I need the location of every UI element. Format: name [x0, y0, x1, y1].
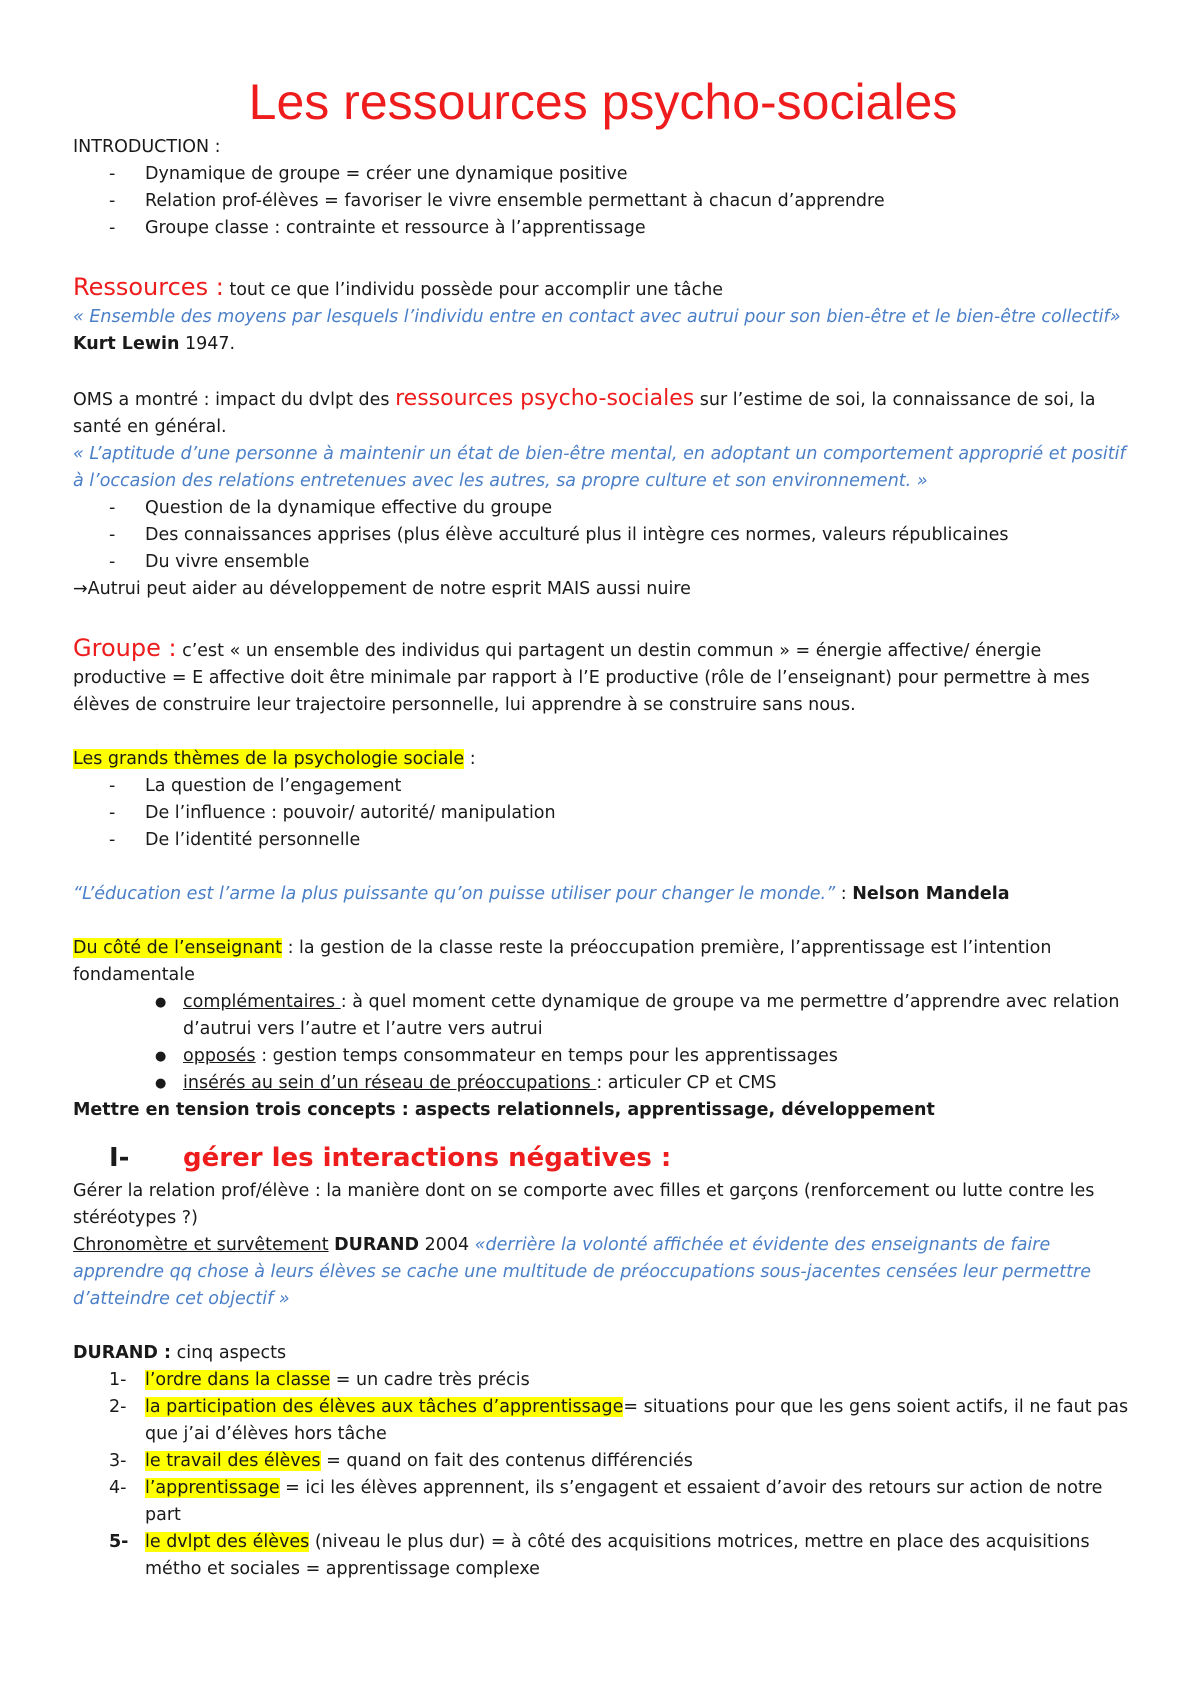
aspects-list [73, 1367, 1133, 1583]
oms-paragraph: OMS a montré : impact du dvlpt des ressources psycho-sociales sur l’estime de soi, la connaissance de soi, la santé en général. [73, 386, 1096, 437]
ressources-quote: « Ensemble des moyens par lesquels l’individu entre en contact avec autrui pour son bien-être et le bien-être collectif» [73, 307, 1121, 327]
list-item: - Des connaissances apprises (plus élève acculturé plus il intègre ces normes, valeurs républicaines [109, 525, 1009, 545]
ressources-term: Ressources : [73, 273, 224, 301]
groupe-term: Groupe : [73, 634, 177, 662]
list-item: 1- l’ordre dans la classe = un cadre très précis [109, 1370, 530, 1390]
document-page [73, 72, 1133, 1583]
list-item: - Question de la dynamique effective du groupe [109, 498, 553, 518]
list-item: ● opposés : gestion temps consommateur en temps pour les apprentissages [155, 1046, 838, 1066]
list-item: 4- l’apprentissage = ici les élèves apprennent, ils s’engagent et essaient d’avoir des retours sur action de notre part [109, 1478, 1103, 1525]
list-item: - Groupe classe : contrainte et ressource à l’apprentissage [109, 218, 646, 238]
oms-term: ressources psycho-sociales [395, 386, 695, 411]
intro-heading: INTRODUCTION : [73, 137, 221, 157]
list-item: - Du vivre ensemble [109, 552, 310, 572]
enseignant-conclusion: Mettre en tension trois concepts : aspects relationnels, apprentissage, développement [73, 1100, 935, 1120]
section-intro: Gérer la relation prof/élève : la manière dont on se comporte avec filles et garçons (renforcement ou lutte contre les stéréotypes ?) [73, 1181, 1095, 1228]
arrow-icon: → [73, 579, 88, 599]
ressources-citation: Kurt Lewin 1947. [73, 334, 236, 354]
ressources-definition: Ressources : tout ce que l’individu possède pour accomplir une tâche [73, 273, 724, 301]
section-heading: I- gérer les interactions négatives : [109, 1143, 672, 1173]
list-item: - Relation prof-élèves = favoriser le vivre ensemble permettant à chacun d’apprendre [109, 191, 885, 211]
groupe-paragraph: Groupe : c’est « un ensemble des individus qui partagent un destin commun » = énergie affective/ énergie productive = E affective doit être minimale par rapport à l’E productive (rôle de l’enseignant) pour permettre à mes élèves de construire leur trajectoire personnelle, lui apprendre à se construire sans nous. [73, 634, 1090, 715]
list-item: ● insérés au sein d’un réseau de préoccupations : articuler CP et CMS [155, 1073, 777, 1093]
durand-reference: Chronomètre et survêtement DURAND 2004 «derrière la volonté affichée et évidente des enseignants de faire apprendre qq chose à leurs élèves se cache une multitude de préoccupations sous-jacentes censées leur permettre d’atteindre cet objectif » [73, 1235, 1091, 1309]
intro-list [73, 161, 1133, 242]
list-item: - Dynamique de groupe = créer une dynamique positive [109, 164, 628, 184]
oms-list [73, 495, 1133, 576]
oms-conclusion: →Autrui peut aider au développement de notre esprit MAIS aussi nuire [73, 579, 691, 599]
list-item: - De l’influence : pouvoir/ autorité/ manipulation [109, 803, 556, 823]
oms-quote: « L’aptitude d’une personne à maintenir un état de bien-être mental, en adoptant un comportement approprié et positif à l’occasion des relations entretenues avec les autres, sa propre culture et son environnement. » [73, 444, 1126, 491]
mandela-quote: “L’éducation est l’arme la plus puissante qu’on puisse utiliser pour changer le monde.” : Nelson Mandela [73, 884, 1010, 904]
enseignant-list [73, 989, 1133, 1097]
list-item: 3- le travail des élèves = quand on fait des contenus différenciés [109, 1451, 693, 1471]
list-item: 5- le dvlpt des élèves (niveau le plus dur) = à côté des acquisitions motrices, mettre en place des acquisitions métho et sociales = apprentissage complexe [109, 1532, 1090, 1579]
page-title: Les ressources psycho-sociales [248, 74, 958, 130]
enseignant-paragraph: Du côté de l’enseignant : la gestion de la classe reste la préoccupation première, l’apprentissage est l’intention fondamentale [73, 938, 1052, 985]
list-item: ● complémentaires : à quel moment cette dynamique de groupe va me permettre d’apprendre avec relation d’autrui vers l’autre et l’autre vers autrui [155, 992, 1120, 1039]
themes-heading: Les grands thèmes de la psychologie sociale : [73, 749, 476, 769]
aspects-heading: DURAND : cinq aspects [73, 1343, 287, 1363]
list-item: - La question de l’engagement [109, 776, 402, 796]
list-item: - De l’identité personnelle [109, 830, 361, 850]
themes-list [73, 773, 1133, 854]
list-item: 2- la participation des élèves aux tâches d’apprentissage= situations pour que les gens soient actifs, il ne faut pas que j’ai d’élèves hors tâche [109, 1397, 1129, 1444]
